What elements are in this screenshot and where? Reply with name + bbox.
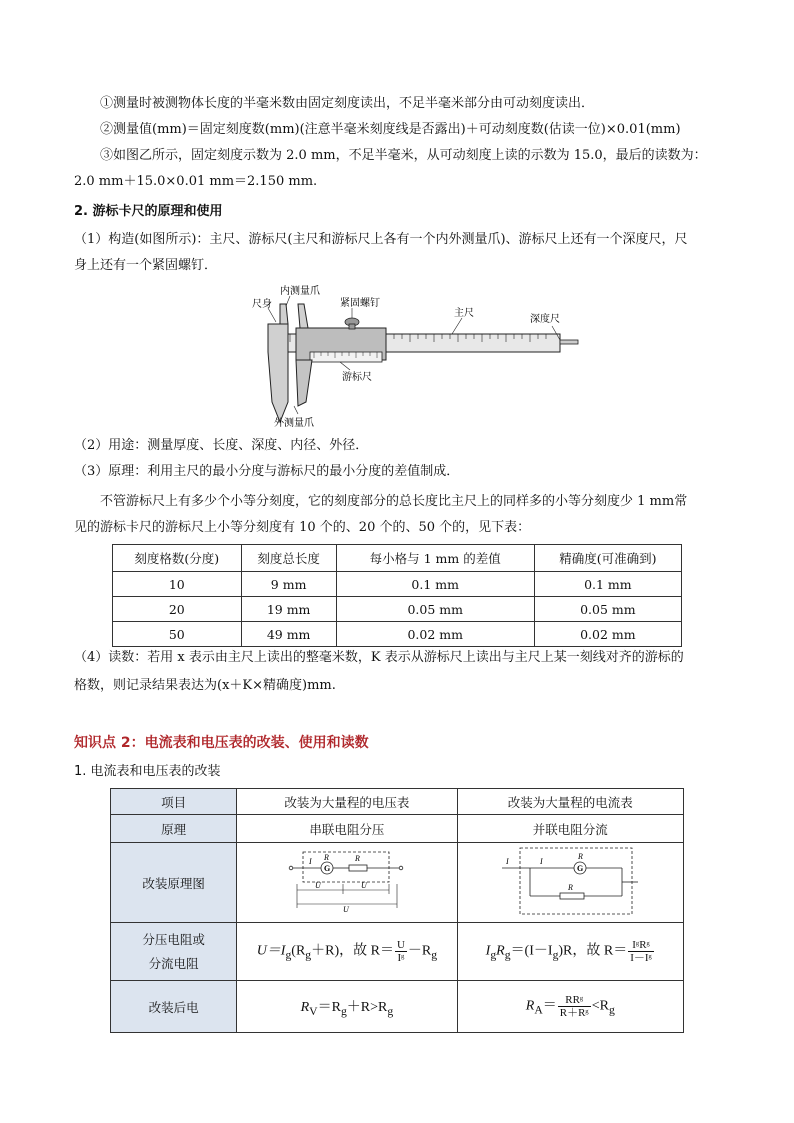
table-row xyxy=(111,843,684,923)
caliper-reading-cont: 格数，则记录结果表达为(x＋K×精确度)mm. xyxy=(74,678,336,693)
table-cell: 改装后电 xyxy=(111,981,237,1033)
table-header: 项目 xyxy=(111,789,237,815)
resistor-label-line2: 分流电阻 xyxy=(148,955,199,971)
caliper-reading: （4）读数：若用 x 表示由主尺上读出的整毫米数，K 表示从游标尺上读出与主尺上某一刻线对齐的游标的 xyxy=(74,650,684,665)
table-row xyxy=(111,923,684,981)
fraction: $\frac{\text{RRᵍ}}{\text{R＋Rᵍ}}$ xyxy=(559,994,589,1019)
caliper-label-screw: 紧固螺钉 xyxy=(340,298,380,309)
table-cell: 0.05 mm xyxy=(534,597,681,622)
label-i: I xyxy=(506,857,509,866)
table-header: 精确度(可准确到) xyxy=(534,545,681,572)
label-u: U xyxy=(342,905,349,914)
table-cell: 0.1 mm xyxy=(534,572,681,597)
ammeter-after-formula: $R_A=$ $\frac{\text{RRᵍ}}{\text{R＋Rᵍ}}$ $<R_g$ xyxy=(457,981,683,1033)
table-cell: 并联电阻分流 xyxy=(457,815,683,843)
caliper-precision-table xyxy=(112,544,682,647)
meter-conversion-table xyxy=(110,788,684,1033)
ammeter-formula: $I_gR_g=(I-I_g)R$，故 R＝ $\frac{\text{IᵍRᵍ}}{\text{I－Iᵍ}}$ xyxy=(457,923,683,981)
label-rg: R xyxy=(578,852,584,861)
table-row xyxy=(113,622,682,647)
reading-point-1: ①测量时被测物体长度的半毫米数由固定刻度读出，不足半毫米部分由可动刻度读出． xyxy=(100,96,595,111)
label-ig: I xyxy=(540,857,543,866)
fraction: $\frac{\text{IᵍRᵍ}}{\text{I－Iᵍ}}$ xyxy=(630,939,652,964)
table-cell: 0.02 mm xyxy=(534,622,681,647)
table-cell: 0.05 mm xyxy=(336,597,534,622)
caliper-label-inner-jaw: 内测量爪 xyxy=(280,286,320,297)
label-ur: U xyxy=(360,881,367,890)
table-cell: 10 xyxy=(113,572,242,597)
table-row xyxy=(113,597,682,622)
table-cell xyxy=(111,923,237,981)
reading-point-2: ②测量值(mm)＝固定刻度数(mm)(注意半毫米刻度线是否露出)＋可动刻度数(估读一位)×0.01(mm) xyxy=(100,122,681,137)
vernier-caliper-figure xyxy=(240,282,580,432)
table-cell: 原理 xyxy=(111,815,237,843)
voltmeter-after-formula: $R_V=R_g+R>R_g$ xyxy=(237,981,457,1033)
resistor-label-line1: 分压电阻或 xyxy=(142,931,205,947)
table-header: 每小格与 1 mm 的差值 xyxy=(336,545,534,572)
galvanometer-g: G xyxy=(577,864,584,873)
label-ug: U xyxy=(314,881,321,890)
reading-point-3-cont: 2.0 mm＋15.0×0.01 mm＝2.150 mm. xyxy=(74,174,318,189)
table-cell: 0.02 mm xyxy=(336,622,534,647)
table-cell: 20 xyxy=(113,597,242,622)
label-rg: R xyxy=(323,853,329,862)
ammeter-diagram-cell xyxy=(457,843,683,923)
section-title: 知识点 2：电流表和电压表的改装、使用和读数 xyxy=(74,735,369,751)
voltmeter-circuit-diagram xyxy=(287,846,407,916)
label-r: R xyxy=(568,883,574,892)
table-row xyxy=(111,815,684,843)
fraction: $\frac{U}{\text{Iᵍ}}$ xyxy=(396,939,405,964)
table-header-row xyxy=(113,545,682,572)
table-row xyxy=(113,572,682,597)
label-r: R xyxy=(354,854,360,863)
ammeter-circuit-diagram xyxy=(500,844,640,918)
table-cell: 49 mm xyxy=(241,622,336,647)
reading-point-3: ③如图乙所示，固定刻度示数为 2.0 mm，不足半毫米，从可动刻度上读的示数为 15.0，最后的读数为： xyxy=(100,148,707,163)
table-row xyxy=(111,981,684,1033)
table-header-row xyxy=(111,789,684,815)
caliper-label-depth: 深度尺 xyxy=(530,314,560,325)
voltmeter-formula: $U=I_g(R_g+R)$，故 R＝ $\frac{U}{\text{Iᵍ}}$ $-R_g$ xyxy=(237,923,457,981)
caliper-label-outer-jaw: 外测量爪 xyxy=(274,418,314,429)
caliper-explain: 不管游标尺上有多少个小等分刻度，它的刻度部分的总长度比主尺上的同样多的小等分刻度少 1 mm常 xyxy=(100,494,688,509)
table-header: 刻度总长度 xyxy=(241,545,336,572)
caliper-label-vernier: 游标尺 xyxy=(342,372,372,383)
caliper-label-main-scale: 主尺 xyxy=(454,308,474,319)
caliper-heading: 2. 游标卡尺的原理和使用 xyxy=(74,204,223,219)
caliper-principle: （3）原理：利用主尺的最小分度与游标尺的最小分度的差值制成． xyxy=(74,464,460,479)
caliper-explain-cont: 见的游标卡尺的游标尺上小等分刻度有 10 个的、20 个的、50 个的，见下表： xyxy=(74,520,531,535)
table-header: 改装为大量程的电压表 xyxy=(237,789,457,815)
table-cell: 串联电阻分压 xyxy=(237,815,457,843)
caliper-label-body: 尺身 xyxy=(252,299,272,310)
caliper-structure-cont: 身上还有一个紧固螺钉． xyxy=(74,258,218,273)
section-subtitle: 1. 电流表和电压表的改装 xyxy=(74,764,221,779)
galvanometer-g: G xyxy=(323,864,331,873)
caliper-use: （2）用途：测量厚度、长度、深度、内径、外径． xyxy=(74,438,369,453)
label-ig: I xyxy=(308,857,312,866)
table-cell: 改装原理图 xyxy=(111,843,237,923)
table-cell: 19 mm xyxy=(241,597,336,622)
table-header: 刻度格数(分度) xyxy=(113,545,242,572)
table-cell: 50 xyxy=(113,622,242,647)
voltmeter-diagram-cell xyxy=(237,843,457,923)
table-cell: 0.1 mm xyxy=(336,572,534,597)
table-cell: 9 mm xyxy=(241,572,336,597)
caliper-structure: （1）构造(如图所示)：主尺、游标尺(主尺和游标尺上各有一个内外测量爪)、游标尺上还有一个深度尺，尺 xyxy=(74,232,688,247)
table-header: 改装为大量程的电流表 xyxy=(457,789,683,815)
